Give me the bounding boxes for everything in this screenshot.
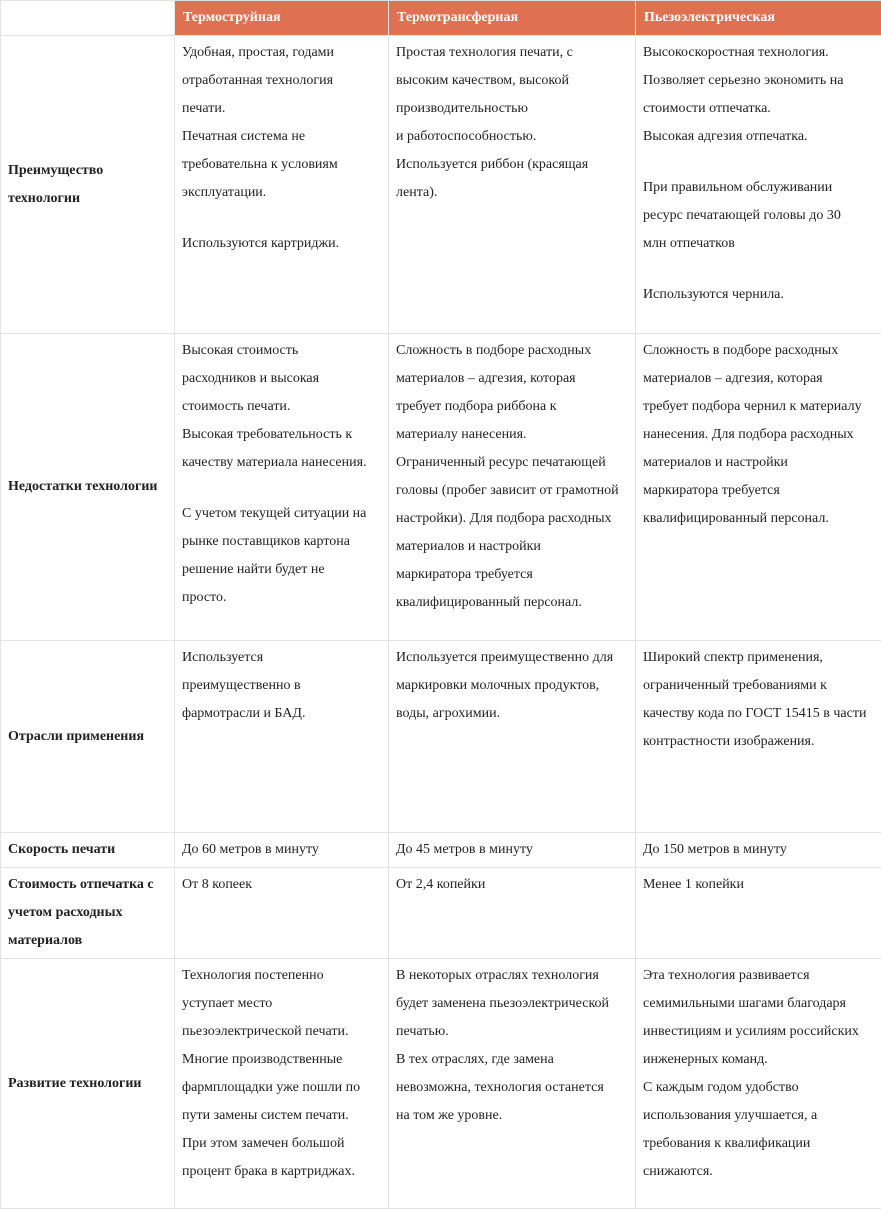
row-label-text: Отрасли применения [8,723,167,751]
row-label [1,334,175,641]
cell-piezoelectric [636,833,881,868]
paragraph: Менее 1 копейки [643,871,874,899]
cell-piezoelectric [636,641,881,833]
cell-thermal-inkjet [175,833,389,868]
cell-thermal-transfer [389,334,636,641]
cell-piezoelectric [636,868,881,959]
paragraph: Удобная, простая, годами отработанная технология печати. Печатная система не требовательна к условиям эксплуатации. [182,39,381,207]
paragraph: Эта технология развивается семимильными шагами благодаря инвестициям и усилиям российских инженерных команд. С каждым годом удобство использования улучшается, а требования к квалификации снижаются. [643,962,874,1186]
cell-thermal-transfer [389,959,636,1209]
paragraph: Технология постепенно уступает место пьезоэлектрической печати. Многие производственные фармплощадки уже пошли по пути замены систем печати. При этом замечен большой процент брака в картриджах. [182,962,381,1186]
paragraph: Высокоскоростная технология. Позволяет серьезно экономить на стоимости отпечатка. Высокая адгезия отпечатка. [643,39,874,151]
row-print-cost [1,868,881,959]
header-row [1,1,881,36]
cell-piezoelectric [636,334,881,641]
paragraph: Используется преимущественно в фармотрасли и БАД. [182,644,381,728]
paragraph: До 45 метров в минуту [396,836,628,864]
cell-thermal-transfer [389,833,636,868]
paragraph: С учетом текущей ситуации на рынке поставщиков картона решение найти будет не просто. [182,500,381,612]
paragraph: Сложность в подборе расходных материалов – адгезия, которая требует подбора риббона к материалу нанесения. Ограниченный ресурс печатающей головы (пробег зависит от грамотной настройки). Для подбора расходных материалов и настройки маркиратора требуется квалифицированный персонал. [396,337,628,617]
row-development [1,959,881,1209]
row-label [1,641,175,833]
row-disadvantages [1,334,881,641]
paragraph: Используется преимущественно для маркировки молочных продуктов, воды, агрохимии. [396,644,628,728]
row-label-text: Скорость печати [8,836,167,864]
cell-piezoelectric [636,959,881,1209]
row-label [1,36,175,334]
column-header-thermal-transfer: Термотрансферная [389,1,636,36]
cell-thermal-transfer [389,868,636,959]
paragraph: При правильном обслуживании ресурс печатающей головы до 30 млн отпечатков [643,174,874,258]
paragraph: Простая технология печати, с высоким качеством, высокой производительностью и работоспособностью. Используется риббон (красящая лента). [396,39,628,207]
row-label-text: Преимущество технологии [8,157,167,213]
row-label [1,868,175,959]
paragraph: До 60 метров в минуту [182,836,381,864]
cell-thermal-inkjet [175,334,389,641]
row-label-text: Стоимость отпечатка с учетом расходных материалов [8,871,167,955]
column-header-thermal-inkjet: Термоструйная [175,1,389,36]
row-label [1,959,175,1209]
paragraph: От 2,4 копейки [396,871,628,899]
paragraph: Высокая стоимость расходников и высокая стоимость печати. Высокая требовательность к качеству материала нанесения. [182,337,381,477]
cell-thermal-inkjet [175,36,389,334]
paragraph: В некоторых отраслях технология будет заменена пьезоэлектрической печатью. В тех отраслях, где замена невозможна, технология останется на том же уровне. [396,962,628,1130]
row-label [1,833,175,868]
cell-piezoelectric [636,36,881,334]
cell-thermal-inkjet [175,868,389,959]
paragraph: Используются чернила. [643,281,874,309]
paragraph: От 8 копеек [182,871,381,899]
row-applications [1,641,881,833]
cell-thermal-inkjet [175,959,389,1209]
cell-thermal-inkjet [175,641,389,833]
paragraph: Используются картриджи. [182,230,381,258]
corner-cell [1,1,175,36]
row-label-text: Недостатки технологии [8,473,167,501]
paragraph: Сложность в подборе расходных материалов – адгезия, которая требует подбора чернил к материалу нанесения. Для подбора расходных материалов и настройки маркиратора требуется квалифицированный персонал. [643,337,874,533]
row-print-speed [1,833,881,868]
row-label-text: Развитие технологии [8,1070,167,1098]
cell-thermal-transfer [389,641,636,833]
paragraph: До 150 метров в минуту [643,836,874,864]
cell-thermal-transfer [389,36,636,334]
row-advantages [1,36,881,334]
paragraph: Широкий спектр применения, ограниченный требованиями к качеству кода по ГОСТ 15415 в части контрастности изображения. [643,644,874,756]
column-header-piezoelectric: Пьезоэлектрическая [636,1,881,36]
